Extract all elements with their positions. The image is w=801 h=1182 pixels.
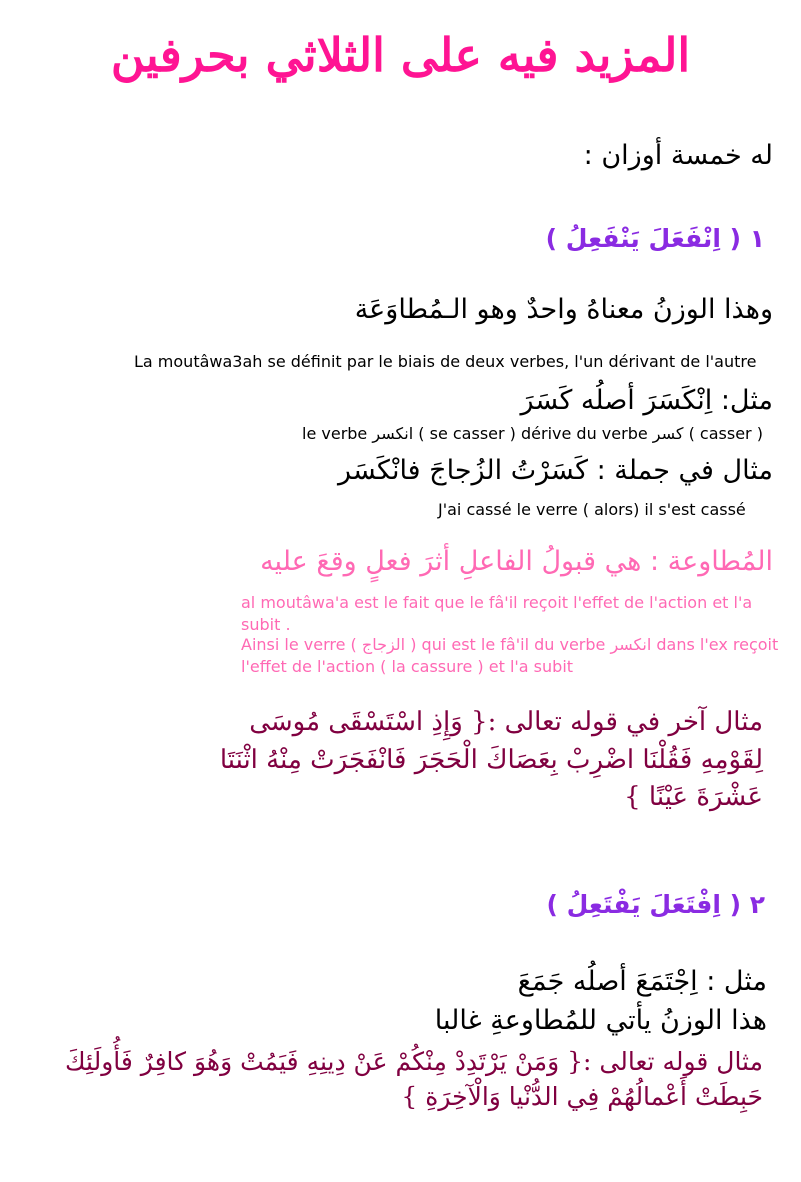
section1-verse: مثال آخر في قوله تعالى :{ وَإِذِ اسْتَسْقَى مُوسَى لِقَوْمِهِ فَقُلْنَا اضْرِبْ بِعَصَاكَ الْحَجَرَ فَانْفَجَرَتْ مِنْهُ اثْنَتَا عَشْرَةَ عَيْنًا } — [219, 707, 763, 813]
section1-heading: ١ ( اِنْفَعَلَ يَنْفَعِلُ ) — [545, 224, 765, 253]
section2-example-ar: مثل : اِجْتَمَعَ أصلُه جَمَعَ — [517, 966, 767, 997]
section1-definition-fr-2: Ainsi le verre ( الزجاج ) qui est le fâ'il du verbe انكسر dans l'ex reçoit l'effet de l'action ( la cassure ) et l'a subit — [241, 635, 779, 676]
page-title: المزيد فيه على الثلاثي بحرفين — [110, 28, 691, 82]
section1-example2-ar: مثال في جملة : كَسَرْتُ الزُجاجَ فانْكَسَر — [338, 455, 773, 486]
section1-fr-definition: La moutâwa3ah se définit par le biais de deux verbes, l'un dérivant de l'autre — [134, 352, 757, 371]
section1-definition-fr-1: al moutâwa'a est le fait que le fâ'il reçoit l'effet de l'action et l'a subit . — [241, 593, 753, 634]
section1-example1-fr: le verbe انكسر ( se casser ) dérive du verbe كسر ( casser ) — [302, 424, 763, 443]
section1-definition-ar: المُطاوعة : هي قبولُ الفاعلِ أثرَ فعلٍ وقعَ عليه — [260, 546, 773, 577]
section1-example1-ar: مثل: اِنْكَسَرَ أصلُه كَسَرَ — [520, 385, 773, 416]
section2-note-ar: هذا الوزنُ يأتي للمُطاوعةِ غالبا — [434, 1005, 767, 1036]
section1-example2-fr: J'ai cassé le verre ( alors) il s'est cassé — [438, 500, 746, 519]
intro-text: له خمسة أوزان : — [583, 140, 773, 171]
section1-meaning: وهذا الوزنُ معناهُ واحدٌ وهو الـمُطاوَعَة — [354, 294, 773, 325]
section2-verse: مثال قوله تعالى :{ وَمَنْ يَرْتَدِدْ مِنْكُمْ عَنْ دِينِهِ فَيَمُتْ وَهُوَ كافِرٌ فَأُولَئِكَ حَبِطَتْ أَعْمالُهُمْ فِي الدُّنْيا وَالْآخِرَةِ } — [64, 1047, 763, 1111]
section2-heading: ٢ ( اِفْتَعَلَ يَفْتَعِلُ ) — [546, 890, 765, 919]
